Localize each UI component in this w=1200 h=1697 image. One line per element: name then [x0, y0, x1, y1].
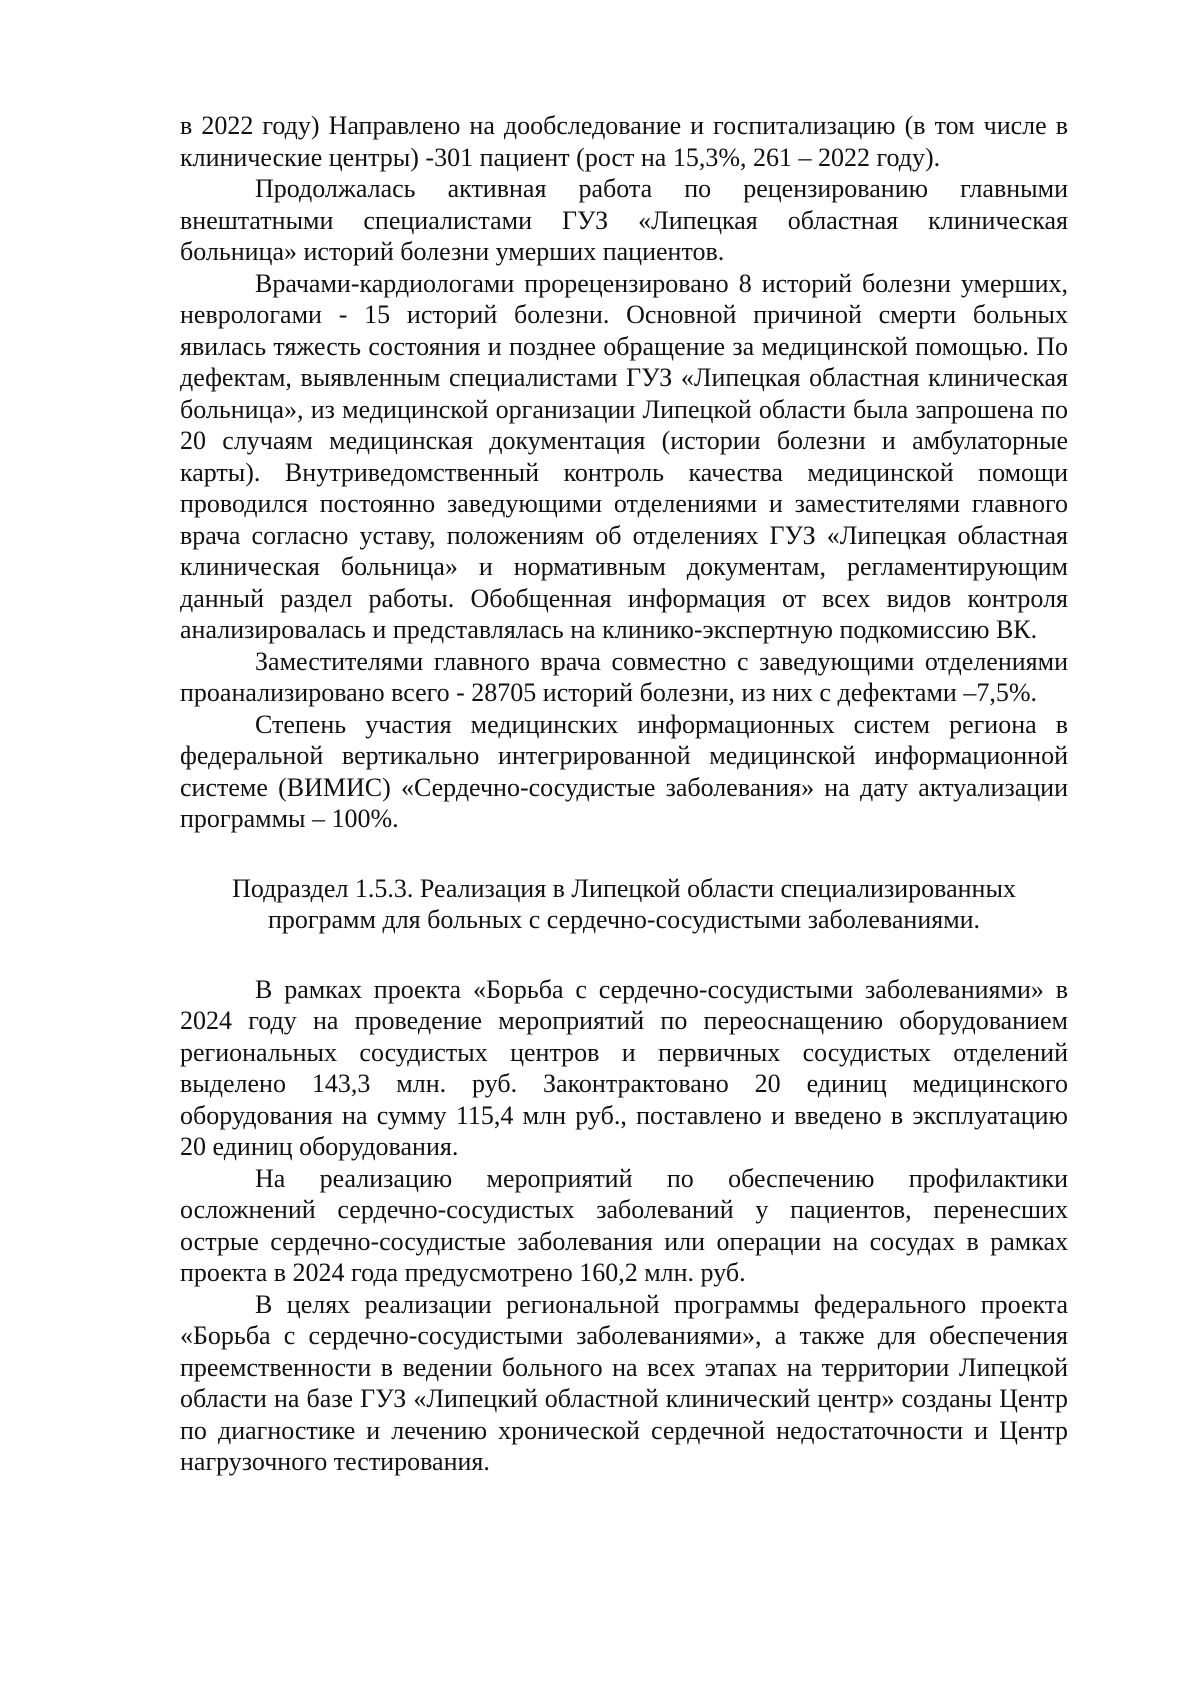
paragraph-vimis-participation: Степень участия медицинских информационных систем региона в федеральной вертикально интегрированной медицинской информационной системе (ВИМИС) «Сердечно-сосудистые заболевания» на дату актуализации программы – 100%.: [180, 709, 1068, 833]
paragraph-centers-created: В целях реализации региональной программы федерального проекта «Борьба с сердечно-сосудистыми заболеваниями», а также для обеспечения преемственности в ведении больного на всех этапах на территории Липецкой области на базе ГУЗ «Липецкий областной клинический центр» созданы Центр по диагностике и лечению хронической сердечной недостаточности и Центр нагрузочного тестирования.: [180, 1289, 1068, 1476]
paragraph-continuation: в 2022 году) Направлено на дообследование и госпитализацию (в том числе в клинические центры) -301 пациент (рост на 15,3%, 261 – 2022 году).: [180, 111, 1068, 172]
paragraph-equipment-funding: В рамках проекта «Борьба с сердечно-сосудистыми заболеваниями» в 2024 году на проведение мероприятий по переоснащению оборудованием региональных сосудистых центров и первичных сосудистых отделений выделено 143,3 млн. руб. Законтрактовано 20 единиц медицинского оборудования на сумму 115,4 млн руб., поставлено и введено в эксплуатацию 20 единиц оборудования.: [180, 974, 1068, 1161]
paragraph-cardiology-review: Врачами-кардиологами прорецензировано 8 историй болезни умерших, неврологами - 15 историй болезни. Основной причиной смерти больных явилась тяжесть состояния и позднее обращение за медицинской помощью. По дефектам, выявленным специалистами ГУЗ «Липецкая областная клиническая больница», из медицинской организации Липецкой области была запрошена по 20 случаям медицинская документация (истории болезни и амбулаторные карты). Внутриведомственный контроль качества медицинской помощи проводился постоянно заведующими отделениями и заместителями главного врача согласно уставу, положениям об отделениях ГУЗ «Липецкая областная клиническая больница» и нормативным документам, регламентирующим данный раздел работы. Обобщенная информация от всех видов контроля анализировалась и представлялась на клинико-экспертную подкомиссию ВК.: [180, 268, 1068, 644]
paragraph-deputies-analysis: Заместителями главного врача совместно с заведующими отделениями проанализировано всего - 28705 историй болезни, из них с дефектами –7,5%.: [180, 646, 1068, 707]
paragraph-review-work: Продолжалась активная работа по рецензированию главными внештатными специалистами ГУЗ «Липецкая областная клиническая больница» историй болезни умерших пациентов.: [180, 174, 1068, 266]
section-heading: Подраздел 1.5.3. Реализация в Липецкой области специализированных программ для больных с сердечно-сосудистыми заболеваниями.: [232, 873, 1016, 934]
paragraph-prevention-funding: На реализацию мероприятий по обеспечению профилактики осложнений сердечно-сосудистых заболеваний у пациентов, перенесших острые сердечно-сосудистые заболевания или операции на сосудах в рамках проекта в 2024 года предусмотрено 160,2 млн. руб.: [180, 1163, 1068, 1287]
document-body: [180, 110, 1068, 1478]
